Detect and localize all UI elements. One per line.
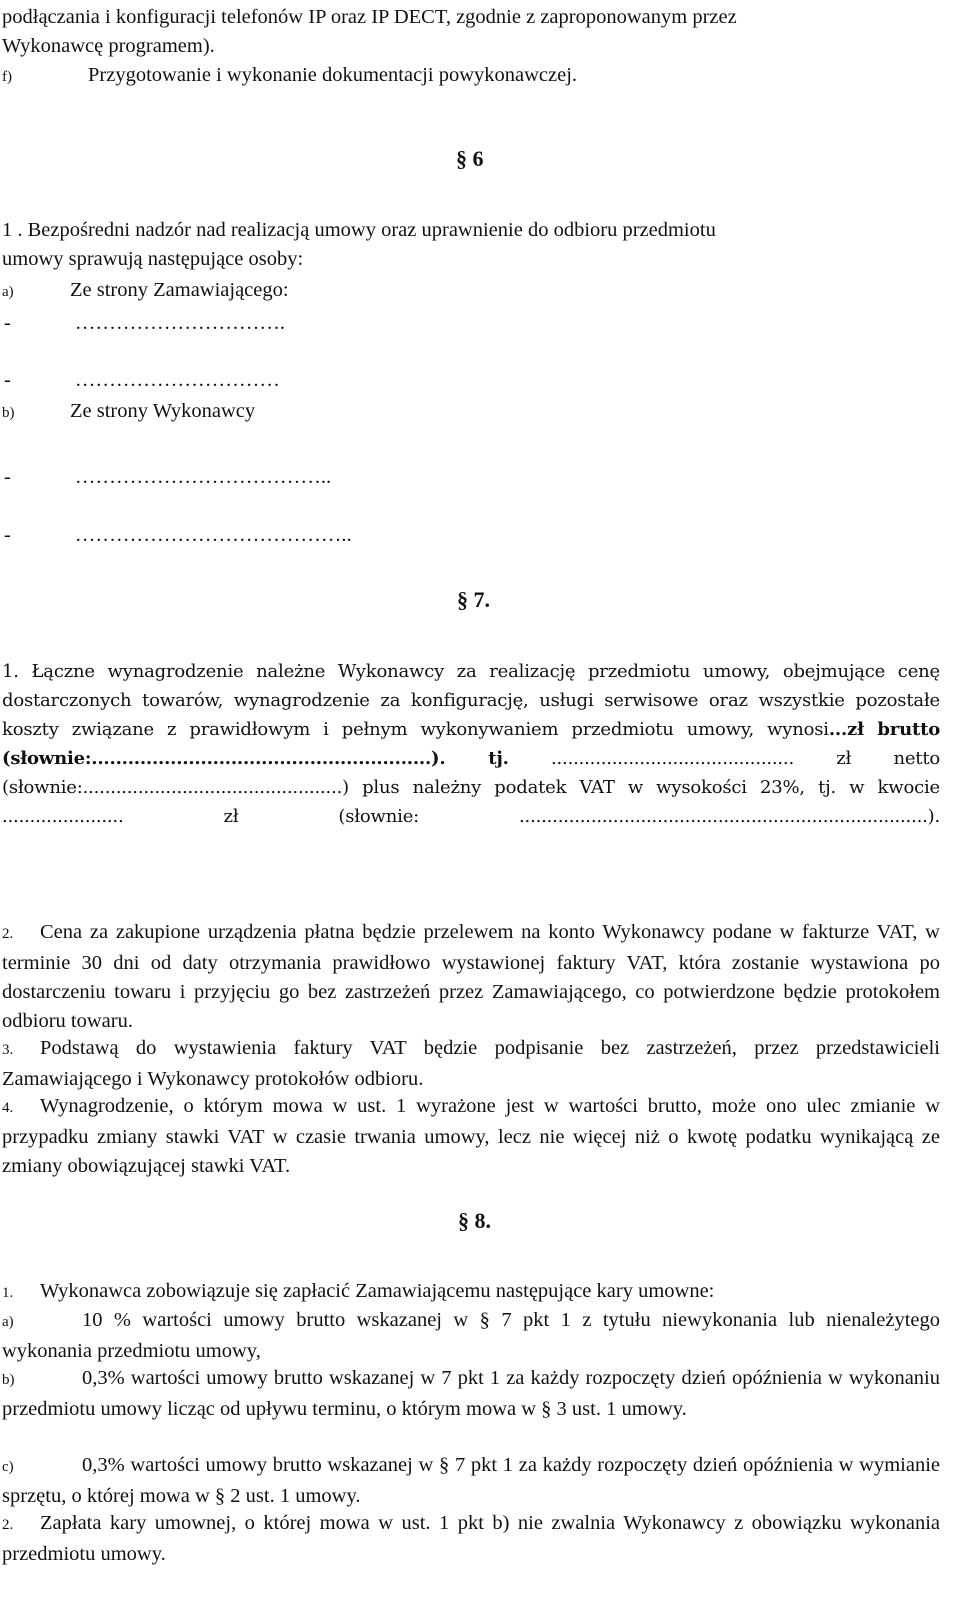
item-marker: b) [2,1372,15,1388]
para-number: 2. [2,926,14,942]
item-marker: b) [2,405,15,421]
placeholder-dots: …………………………. [74,312,285,334]
para-number: 1. [2,1285,14,1301]
item-text: Ze strony Wykonawcy [70,400,256,422]
s6-p1-line2: umowy sprawują następujące osoby: [2,248,304,270]
para-text: Cena za zakupione urządzenia płatna będzie przelewem na konto Wykonawcy podane w fakturze VAT, w terminie 30 dni od daty otrzymania prawidłowo wystawionej faktury VAT, która zostanie wystawiona po dostarczeniu towaru i przyjęciu go bez zastrzeżeń przez Zamawiającego, co potwierdzone będzie protokołem odbioru towaru. [2,921,940,1032]
para-number: 2. [2,1517,14,1533]
s8-item-b [2,1364,940,1424]
dash: - [4,312,11,334]
para-text: Podstawą do wystawienia faktury VAT będzie podpisanie bez zastrzeżeń, przez przedstawicieli Zamawiającego i Wykonawcy protokołów odbioru. [2,1037,940,1090]
item-text: Ze strony Zamawiającego: [70,279,289,301]
s7-p1-brutto: ...zł brutto (słownie:........................................................). tj. [2,718,940,769]
s6-item-b [2,398,960,426]
placeholder-dots: ………………………………….. [74,524,352,546]
item-marker: a) [2,284,14,300]
section-8-heading: § 8. [458,1208,491,1233]
item-marker: f) [2,69,12,85]
s7-p1-text: 1. Łączne wynagrodzenie należne Wykonawcy za realizację przedmiotu umowy, obejmujące cenę dostarczonych towarów, wynagrodzenie za konfigurację, usługi serwisowe oraz wszystkie pozostałe koszty związane z prawidłowym i pełnym wykonywaniem przedmiotu umowy, wynosi [2,661,940,740]
item-text: Przygotowanie i wykonanie dokumentacji powykonawczej. [88,64,578,86]
s6-item-a [2,277,960,305]
placeholder-dots: ………………………… [74,369,280,391]
item-text: 0,3% wartości umowy brutto wskazanej w § 7 pkt 1 za każdy rozpoczęty dzień opóźnienia w wymianie sprzętu, o której mowa w § 2 ust. 1 umowy. [2,1454,940,1507]
para-text: Wynagrodzenie, o którym mowa w ust. 1 wyrażone jest w wartości brutto, może ono ulec zmianie w przypadku zmiany stawki VAT w czasie trwania umowy, lecz nie więcej niż o kwotę podatku wynikającą ze zmiany obowiązującej stawki VAT. [2,1095,940,1177]
section-6-heading: § 6 [456,146,484,171]
s7-p1 [2,658,940,831]
s8-item-a [2,1306,940,1366]
intro-item-f [2,62,960,90]
s6-b-entry-1 [4,466,331,489]
dash: - [4,466,11,488]
s7-p1-netto: ............................................ zł netto (słownie:...............................................) plus należny podatek VAT w wysokości 23%, tj. w kwocie ...................... zł (słownie: ..........................................................................). [2,747,940,827]
dash: - [4,369,11,391]
section-7-heading: § 7. [457,587,490,612]
intro-line-2: Wykonawcę programem). [2,35,215,57]
item-text: 0,3% wartości umowy brutto wskazanej w 7 pkt 1 za każdy rozpoczęty dzień opóźnienia w wykonaniu przedmiotu umowy licząc od upływu terminu, o którym mowa w § 3 ust. 1 umowy. [2,1367,940,1420]
item-marker: c) [2,1459,14,1475]
para-text: Wykonawca zobowiązuje się zapłacić Zamawiającemu następujące kary umowne: [40,1280,715,1302]
dash: - [4,524,11,546]
s6-p1-line1: 1 . Bezpośredni nadzór nad realizacją umowy oraz uprawnienie do odbioru przedmiotu [2,219,716,241]
s7-p2 [2,918,940,1036]
para-number: 4. [2,1100,14,1116]
s6-a-entry-1 [4,312,285,335]
s7-p3 [2,1034,940,1094]
para-number: 3. [2,1042,14,1058]
s6-b-entry-2 [4,524,352,547]
item-text: 10 % wartości umowy brutto wskazanej w § 7 pkt 1 z tytułu niewykonania lub nienależytego wykonania przedmiotu umowy, [2,1309,940,1362]
s8-p1 [2,1278,960,1306]
s8-item-c [2,1451,940,1511]
s6-a-entry-2 [4,369,280,392]
para-text: Zapłata kary umownej, o której mowa w ust. 1 pkt b) nie zwalnia Wykonawcy z obowiązku wykonania przedmiotu umowy. [2,1512,940,1565]
item-marker: a) [2,1314,14,1330]
s7-p4 [2,1092,940,1181]
intro-line-1: podłączania i konfiguracji telefonów IP oraz IP DECT, zgodnie z zaproponowanym przez [2,6,737,28]
placeholder-dots: ……………………………….. [74,466,332,488]
s8-p2 [2,1509,940,1569]
